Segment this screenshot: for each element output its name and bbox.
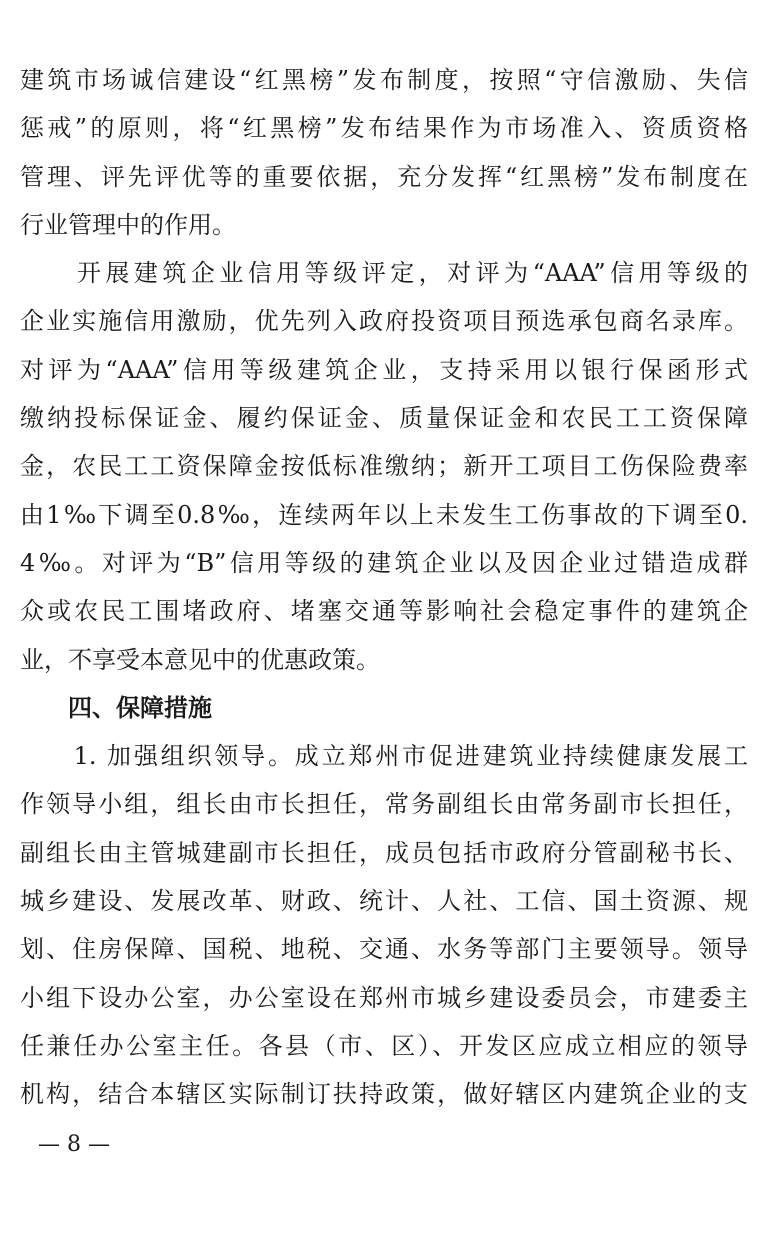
text-line: 由1‰下调至0.8‰，连续两年以上未发生工伤事故的下调至0. xyxy=(20,500,748,529)
text-line: 缴纳投标保证金、履约保证金、质量保证金和农民工工资保障 xyxy=(20,404,748,433)
text-line: 4‰。对评为“B”信用等级的建筑企业以及因企业过错造成群 xyxy=(20,548,748,577)
text-line: 管理、评先评优等的重要依据，充分发挥“红黑榜”发布制度在 xyxy=(20,162,748,191)
text-line: 金，农民工工资保障金按低标准缴纳；新开工项目工伤保险费率 xyxy=(20,452,748,481)
text-line: 建筑市场诚信建设“红黑榜”发布制度，按照“守信激励、失信 xyxy=(20,66,748,94)
text-line: 小组下设办公室，办公室设在郑州市城乡建设委员会，市建委主 xyxy=(20,983,748,1012)
text-line: 作领导小组，组长由市长担任，常务副组长由常务副市长担任， xyxy=(20,790,748,819)
text-line: 行业管理中的作用。 xyxy=(20,210,236,239)
text-line: 机构，结合本辖区实际制订扶持政策，做好辖区内建筑企业的支 xyxy=(20,1080,748,1109)
text-line: 划、住房保障、国税、地税、交通、水务等部门主要领导。领导 xyxy=(20,935,748,964)
section-heading: 四、保障措施 xyxy=(68,693,212,722)
text-line: 业，不享受本意见中的优惠政策。 xyxy=(20,645,380,674)
text-line: 对评为“AAA”信用等级建筑企业，支持采用以银行保函形式 xyxy=(20,355,748,384)
text-line: 副组长由主管城建副市长担任，成员包括市政府分管副秘书长、 xyxy=(20,838,748,867)
text-line: 任兼任办公室主任。各县（市、区）、开发区应成立相应的领导 xyxy=(20,1031,748,1060)
document-body xyxy=(20,56,748,1119)
text-line: 众或农民工围堵政府、堵塞交通等影响社会稳定事件的建筑企 xyxy=(20,597,748,626)
text-line: 城乡建设、发展改革、财政、统计、人社、工信、国土资源、规 xyxy=(20,887,748,916)
text-line: 开展建筑企业信用等级评定，对评为“AAA”信用等级的 xyxy=(20,259,748,288)
page-number: — 8 — xyxy=(38,1132,110,1157)
text-line: 惩戒”的原则，将“红黑榜”发布结果作为市场准入、资质资格 xyxy=(20,114,748,143)
text-line: 1. 加强组织领导。成立郑州市促进建筑业持续健康发展工 xyxy=(20,742,748,771)
text-line: 企业实施信用激励，优先列入政府投资项目预选承包商名录库。 xyxy=(20,307,748,336)
